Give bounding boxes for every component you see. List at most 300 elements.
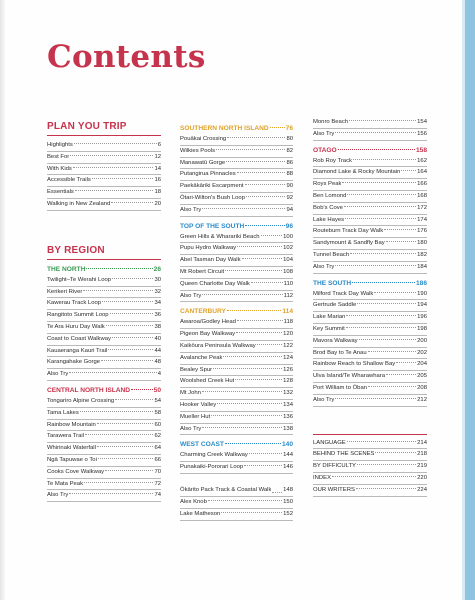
leader-dots bbox=[396, 362, 416, 363]
toc-entry[interactable] bbox=[47, 467, 161, 479]
spine-shadow bbox=[0, 0, 6, 600]
toc-entry[interactable] bbox=[180, 424, 293, 436]
leader-dots bbox=[73, 167, 154, 168]
leader-dots bbox=[131, 389, 153, 390]
leader-dots bbox=[374, 292, 416, 293]
region-label: SOUTHERN NORTH ISLAND bbox=[180, 125, 269, 132]
leader-dots bbox=[244, 465, 282, 466]
entry-page-number: 148 bbox=[283, 487, 293, 494]
toc-entry[interactable] bbox=[180, 169, 293, 181]
leader-dots bbox=[237, 246, 282, 247]
southern-list bbox=[180, 134, 293, 217]
entry-label: Also Try bbox=[47, 492, 69, 499]
entry-page-number: 162 bbox=[417, 157, 427, 164]
entry-page-number: 118 bbox=[283, 319, 293, 326]
entry-label: Also Try bbox=[313, 130, 335, 137]
region-heading-canterbury[interactable] bbox=[180, 306, 293, 317]
entry-label: Punakaiki-Pororari Loop bbox=[180, 464, 244, 471]
toc-entry[interactable] bbox=[47, 310, 161, 322]
toc-entry[interactable] bbox=[180, 329, 293, 341]
entry-page-number: 190 bbox=[417, 290, 427, 297]
toc-entry[interactable] bbox=[313, 371, 427, 383]
entry-label: Walking in New Zealand bbox=[47, 200, 111, 207]
leader-dots bbox=[384, 229, 416, 230]
leader-dots bbox=[111, 202, 153, 203]
toc-entry[interactable] bbox=[313, 324, 427, 336]
entry-label: Mueller Hut bbox=[180, 413, 211, 420]
toc-entry[interactable] bbox=[313, 129, 427, 141]
entry-page-number: 32 bbox=[154, 288, 161, 295]
toc-entry[interactable] bbox=[47, 298, 161, 310]
region-label: THE SOUTH bbox=[313, 279, 352, 287]
toc-entry[interactable] bbox=[180, 267, 293, 279]
leader-dots bbox=[345, 218, 416, 219]
toc-entry[interactable] bbox=[47, 479, 161, 491]
entry-page-number: 224 bbox=[417, 486, 427, 493]
toc-entry[interactable] bbox=[180, 291, 293, 303]
entry-label: Queen Charlotte Day Walk bbox=[180, 280, 250, 287]
entry-label: Paekākāriki Escarpment bbox=[180, 183, 244, 190]
toc-entry[interactable] bbox=[180, 450, 293, 462]
entry-label: Tama Lakes bbox=[47, 409, 79, 416]
leader-dots bbox=[386, 241, 416, 242]
toc-entry[interactable] bbox=[313, 348, 427, 360]
otago-list bbox=[313, 156, 427, 274]
leader-dots bbox=[110, 313, 154, 314]
region-page: 158 bbox=[415, 146, 427, 154]
region-label: OTAGO bbox=[313, 146, 337, 154]
entry-page-number: 198 bbox=[417, 325, 427, 332]
entry-page-number: 164 bbox=[417, 169, 427, 176]
leader-dots bbox=[352, 282, 415, 283]
toc-entry[interactable] bbox=[47, 187, 161, 199]
toc-entry[interactable] bbox=[313, 395, 427, 407]
entry-page-number: 60 bbox=[154, 421, 161, 428]
leader-dots bbox=[84, 482, 153, 483]
toc-entry[interactable] bbox=[47, 431, 161, 443]
leader-dots bbox=[353, 159, 416, 160]
entry-label: Highlights bbox=[47, 142, 73, 148]
leader-dots bbox=[86, 268, 152, 269]
entry-page-number: 18 bbox=[154, 189, 161, 196]
westcoast-list bbox=[180, 450, 293, 520]
entry-label: Pupu Hydro Walkway bbox=[180, 245, 237, 252]
entry-page-number: 174 bbox=[417, 216, 427, 223]
entry-label: Lake Hayes bbox=[313, 216, 345, 223]
leader-dots bbox=[251, 282, 283, 283]
entry-label: Port William to Ōban bbox=[313, 384, 368, 391]
leader-dots bbox=[386, 374, 416, 375]
entry-page-number: 86 bbox=[286, 159, 293, 166]
toc-entry[interactable] bbox=[180, 462, 293, 474]
toc-entry[interactable] bbox=[180, 243, 293, 255]
column-middle bbox=[180, 119, 293, 521]
toc-entry[interactable] bbox=[313, 449, 427, 461]
toc-entry[interactable] bbox=[313, 238, 427, 250]
entry-page-number: 218 bbox=[417, 451, 427, 458]
entry-label: Tarawera Trail bbox=[47, 433, 84, 440]
region-heading-top-of-the-south[interactable] bbox=[180, 221, 293, 232]
entry-label: Bob's Cove bbox=[313, 204, 343, 211]
entry-page-number: 138 bbox=[283, 425, 293, 432]
toc-entry[interactable] bbox=[47, 152, 161, 164]
entry-label: Charming Creek Walkway bbox=[180, 452, 248, 459]
leader-dots bbox=[75, 190, 154, 191]
plan-list bbox=[47, 140, 161, 211]
entry-page-number: 168 bbox=[417, 192, 427, 199]
entry-page-number: 205 bbox=[417, 373, 427, 380]
entry-page-number: 208 bbox=[417, 384, 427, 391]
entry-label: Kauaeranga Kauri Trail bbox=[47, 347, 108, 354]
toc-entry[interactable] bbox=[180, 232, 293, 244]
entry-label: Mavora Walkway bbox=[313, 337, 358, 344]
entry-page-number: 146 bbox=[283, 464, 293, 471]
entry-page-number: 122 bbox=[283, 342, 293, 349]
leader-dots bbox=[368, 386, 416, 387]
entry-label: Rainbow Reach to Shallow Bay bbox=[313, 361, 396, 368]
entry-label: Also Try bbox=[313, 263, 335, 270]
entry-page-number: 62 bbox=[154, 433, 161, 440]
entry-label: Rangitoto Summit Loop bbox=[47, 312, 109, 319]
toc-entry[interactable] bbox=[180, 497, 293, 509]
entry-page-number: 38 bbox=[154, 323, 161, 330]
leader-dots bbox=[221, 512, 282, 513]
toc-entry[interactable] bbox=[47, 346, 161, 358]
leader-dots bbox=[208, 500, 282, 501]
entry-page-number: 120 bbox=[283, 331, 293, 338]
entry-page-number: 58 bbox=[154, 409, 161, 416]
entry-page-number: 200 bbox=[417, 337, 427, 344]
entry-label: Karangahake Gorge bbox=[47, 359, 101, 366]
region-page: 76 bbox=[285, 125, 293, 132]
entry-label: Pigeon Bay Walkway bbox=[180, 331, 236, 338]
entry-page-number: 44 bbox=[154, 347, 161, 354]
leader-dots bbox=[98, 458, 154, 459]
entry-page-number: 144 bbox=[283, 452, 293, 459]
leader-dots bbox=[69, 493, 153, 494]
toc-entry[interactable] bbox=[47, 175, 161, 187]
toc-entry[interactable] bbox=[313, 485, 427, 497]
entry-page-number: 48 bbox=[154, 359, 161, 366]
toc-entry[interactable] bbox=[180, 205, 293, 217]
leader-dots bbox=[335, 265, 416, 266]
toc-entry[interactable] bbox=[47, 443, 161, 455]
toc-entry[interactable] bbox=[47, 322, 161, 334]
leader-dots bbox=[249, 453, 282, 454]
toc-entry[interactable] bbox=[180, 474, 293, 497]
entry-page-number: 4 bbox=[157, 371, 161, 378]
section-heading-by-region: BY REGION bbox=[47, 245, 161, 260]
entry-page-number: 112 bbox=[283, 292, 293, 299]
region-label: CANTERBURY bbox=[180, 308, 226, 316]
entry-page-number: 54 bbox=[154, 397, 161, 404]
toc-entry[interactable] bbox=[47, 369, 161, 381]
region-page: 186 bbox=[415, 279, 427, 287]
entry-page-number: 80 bbox=[286, 136, 293, 142]
entry-label: Ben Lomond bbox=[313, 192, 347, 199]
entry-label: Also Try bbox=[180, 425, 202, 432]
toc-entry[interactable] bbox=[313, 336, 427, 348]
entry-page-number: 184 bbox=[417, 263, 427, 270]
leader-dots bbox=[69, 372, 156, 373]
central-list bbox=[47, 396, 161, 502]
toc-entry[interactable] bbox=[313, 179, 427, 191]
leader-dots bbox=[257, 344, 282, 345]
leader-dots bbox=[242, 258, 283, 259]
entry-label: Routeburn Track Day Walk bbox=[313, 228, 384, 235]
leader-dots bbox=[216, 149, 285, 150]
toc-entry[interactable] bbox=[47, 287, 161, 299]
entry-page-number: 30 bbox=[154, 276, 161, 283]
toc-entry[interactable] bbox=[313, 300, 427, 312]
toc-entry[interactable] bbox=[47, 420, 161, 432]
region-heading-west-coast[interactable] bbox=[180, 439, 293, 450]
leader-dots bbox=[105, 470, 153, 471]
toc-entry[interactable] bbox=[180, 181, 293, 193]
entry-page-number: 72 bbox=[154, 480, 161, 487]
toc-entry[interactable] bbox=[47, 164, 161, 176]
toc-entry[interactable] bbox=[313, 156, 427, 168]
entry-label: Essentials bbox=[47, 189, 74, 196]
entry-label: Green Hills & Wharariki Beach bbox=[180, 233, 260, 240]
entry-label: BEHIND THE SCENES bbox=[313, 451, 375, 458]
toc-entry[interactable] bbox=[313, 226, 427, 238]
entry-page-number: 34 bbox=[154, 300, 161, 307]
toc-entry[interactable] bbox=[180, 193, 293, 205]
leader-dots bbox=[202, 391, 282, 392]
leader-dots bbox=[332, 476, 416, 477]
entry-label: Sandymount & Sandfly Bay bbox=[313, 240, 385, 247]
toc-entry[interactable] bbox=[313, 250, 427, 262]
entry-label: With Kids bbox=[47, 165, 72, 172]
entry-label: Monro Beach bbox=[313, 119, 349, 125]
leader-dots bbox=[211, 415, 282, 416]
toc-entry[interactable] bbox=[313, 203, 427, 215]
page-title: Contents bbox=[47, 39, 206, 75]
entry-page-number: 100 bbox=[283, 233, 293, 240]
toc-entry[interactable] bbox=[47, 357, 161, 369]
toc-entry[interactable] bbox=[180, 146, 293, 158]
toc-entry[interactable] bbox=[313, 191, 427, 203]
canterbury-list bbox=[180, 317, 293, 435]
leader-dots bbox=[270, 127, 285, 128]
entry-page-number: 176 bbox=[417, 228, 427, 235]
toc-entry[interactable] bbox=[180, 353, 293, 365]
leader-dots bbox=[245, 184, 286, 185]
toc-entry[interactable] bbox=[180, 388, 293, 400]
entry-page-number: 196 bbox=[417, 314, 427, 321]
entry-page-number: 64 bbox=[154, 445, 161, 452]
leader-dots bbox=[108, 349, 153, 350]
entry-label: Key Summit bbox=[313, 325, 345, 332]
toc-entry[interactable] bbox=[180, 255, 293, 267]
entry-label: Avalanche Peak bbox=[180, 354, 223, 361]
region-heading-the-north[interactable] bbox=[47, 264, 161, 275]
region-label: THE NORTH bbox=[47, 265, 86, 273]
entry-label: Also Try bbox=[313, 396, 335, 403]
page-edge-strip bbox=[462, 0, 475, 600]
entry-label: Woolshed Creek Hut bbox=[180, 378, 235, 385]
entry-page-number: 220 bbox=[417, 474, 427, 481]
toc-entry[interactable] bbox=[47, 199, 161, 211]
leader-dots bbox=[202, 208, 285, 209]
entry-page-number: 36 bbox=[154, 312, 161, 319]
entry-page-number: 14 bbox=[154, 165, 161, 172]
region-page: 50 bbox=[153, 386, 161, 394]
entry-label: Also Try bbox=[180, 292, 202, 299]
entry-label: Ōkārito Pack Track & Coastal Walk bbox=[180, 487, 272, 494]
leader-dots bbox=[226, 161, 285, 162]
entry-page-number: 16 bbox=[154, 177, 161, 184]
entry-label: Cooks Cove Walkway bbox=[47, 468, 105, 475]
toc-entry[interactable] bbox=[313, 262, 427, 274]
toc-entry[interactable] bbox=[313, 312, 427, 324]
toc-entry[interactable] bbox=[47, 490, 161, 502]
entry-page-number: 108 bbox=[283, 268, 293, 275]
entry-label: Ngā Tapuwae o Toi bbox=[47, 456, 97, 463]
toc-entry[interactable] bbox=[180, 279, 293, 291]
leader-dots bbox=[245, 225, 284, 226]
region-label: TOP OF THE SOUTH bbox=[180, 222, 245, 230]
entry-label: Accessible Trails bbox=[47, 177, 91, 184]
entry-page-number: 182 bbox=[417, 251, 427, 258]
leader-dots bbox=[213, 368, 282, 369]
leader-dots bbox=[335, 398, 416, 399]
entry-label: Te Mata Peak bbox=[47, 480, 84, 487]
entry-page-number: 136 bbox=[283, 413, 293, 420]
entry-page-number: 88 bbox=[286, 171, 293, 178]
toc-entry[interactable] bbox=[313, 289, 427, 301]
leader-dots bbox=[344, 206, 416, 207]
leader-dots bbox=[346, 315, 416, 316]
entry-page-number: 204 bbox=[417, 361, 427, 368]
entry-label: Diamond Lake & Rocky Mountain bbox=[313, 169, 401, 176]
region-heading-otago[interactable] bbox=[313, 145, 427, 156]
toc-entry[interactable] bbox=[313, 473, 427, 485]
entry-label: Best For bbox=[47, 153, 70, 160]
entry-label: Whirinaki Waterfall bbox=[47, 445, 96, 452]
toc-entry[interactable] bbox=[180, 509, 293, 521]
toc-entry[interactable] bbox=[47, 455, 161, 467]
entry-page-number: 152 bbox=[283, 510, 293, 517]
entry-label: Alex Knob bbox=[180, 498, 207, 505]
toc-entry[interactable] bbox=[180, 400, 293, 412]
leader-dots bbox=[237, 172, 286, 173]
leader-dots bbox=[83, 290, 153, 291]
entry-label: Mt John bbox=[180, 390, 201, 397]
leader-dots bbox=[357, 303, 416, 304]
leader-dots bbox=[112, 278, 153, 279]
entry-label: Te Ara Huru Day Walk bbox=[47, 323, 105, 330]
leader-dots bbox=[92, 178, 154, 179]
entry-label: Bealey Spur bbox=[180, 366, 213, 373]
toc-entry[interactable] bbox=[180, 158, 293, 170]
entry-page-number: 124 bbox=[283, 354, 293, 361]
entry-label: Manawatū Gorge bbox=[180, 159, 226, 166]
entry-page-number: 70 bbox=[154, 468, 161, 475]
entry-page-number: 102 bbox=[283, 245, 293, 252]
westcoast-cont-list bbox=[313, 117, 427, 141]
region-heading-the-south[interactable] bbox=[313, 278, 427, 289]
entry-label: Milford Track Day Walk bbox=[313, 290, 374, 297]
region-heading-southern[interactable] bbox=[180, 123, 293, 134]
leader-dots bbox=[350, 253, 416, 254]
entry-page-number: 92 bbox=[286, 194, 293, 201]
leader-dots bbox=[225, 443, 281, 444]
toc-entry[interactable] bbox=[47, 408, 161, 420]
entry-label: Mt Robert Circuit bbox=[180, 268, 225, 275]
entry-label: Rob Roy Track bbox=[313, 157, 352, 164]
leader-dots bbox=[70, 155, 153, 156]
leader-dots bbox=[202, 294, 282, 295]
region-page: 140 bbox=[281, 441, 293, 449]
toc-entry[interactable] bbox=[180, 317, 293, 329]
toc-entry[interactable] bbox=[180, 412, 293, 424]
leader-dots bbox=[342, 182, 416, 183]
region-heading-central[interactable] bbox=[47, 385, 161, 396]
leader-dots bbox=[401, 170, 416, 171]
toc-entry[interactable] bbox=[313, 167, 427, 179]
entry-page-number: 150 bbox=[283, 498, 293, 505]
region-page: 96 bbox=[285, 222, 293, 230]
toc-entry[interactable] bbox=[180, 341, 293, 353]
entry-label: Pouākai Crossing bbox=[180, 136, 227, 142]
entry-label: OUR WRITERS bbox=[313, 486, 355, 493]
leader-dots bbox=[261, 235, 283, 236]
toc-entry[interactable] bbox=[313, 438, 427, 450]
toc-entry[interactable] bbox=[47, 140, 161, 152]
entry-label: Kerikeri River bbox=[47, 288, 83, 295]
entry-page-number: 110 bbox=[283, 280, 293, 287]
leader-dots bbox=[102, 301, 153, 302]
entry-label: Gertrude Saddle bbox=[313, 302, 357, 309]
toc-entry[interactable] bbox=[47, 334, 161, 346]
entry-label: INDEX bbox=[313, 474, 332, 481]
entry-page-number: 180 bbox=[417, 240, 427, 247]
leader-dots bbox=[346, 327, 416, 328]
leader-dots bbox=[235, 379, 282, 380]
entry-page-number: 20 bbox=[154, 200, 161, 207]
south-list bbox=[313, 289, 427, 407]
top-list bbox=[180, 232, 293, 303]
toc-entry[interactable] bbox=[47, 275, 161, 287]
entry-page-number: 40 bbox=[154, 335, 161, 342]
entry-label: Ulva Island/Te Wharawhara bbox=[313, 373, 386, 380]
entry-page-number: 194 bbox=[417, 302, 427, 309]
entry-label: Awaroa/Godley Head bbox=[180, 319, 236, 326]
region-label: CENTRAL NORTH ISLAND bbox=[47, 386, 131, 394]
leader-dots bbox=[356, 488, 416, 489]
entry-page-number: 214 bbox=[417, 439, 427, 446]
toc-entry[interactable] bbox=[47, 396, 161, 408]
toc-entry[interactable] bbox=[313, 359, 427, 371]
leader-dots bbox=[227, 137, 285, 138]
entry-label: Also Try bbox=[47, 371, 69, 378]
entry-page-number: 6 bbox=[157, 142, 161, 148]
toc-entry[interactable] bbox=[313, 215, 427, 227]
toc-entry[interactable] bbox=[313, 461, 427, 473]
entry-page-number: 90 bbox=[286, 183, 293, 190]
toc-entry[interactable] bbox=[180, 365, 293, 377]
section-heading-plan: PLAN YOU TRIP bbox=[47, 121, 161, 136]
toc-entry[interactable] bbox=[180, 376, 293, 388]
toc-entry[interactable] bbox=[313, 117, 427, 129]
toc-entry[interactable] bbox=[180, 134, 293, 146]
toc-entry[interactable] bbox=[313, 383, 427, 395]
entry-label: Roys Peak bbox=[313, 181, 342, 188]
entry-page-number: 12 bbox=[154, 153, 161, 160]
leader-dots bbox=[112, 337, 153, 338]
